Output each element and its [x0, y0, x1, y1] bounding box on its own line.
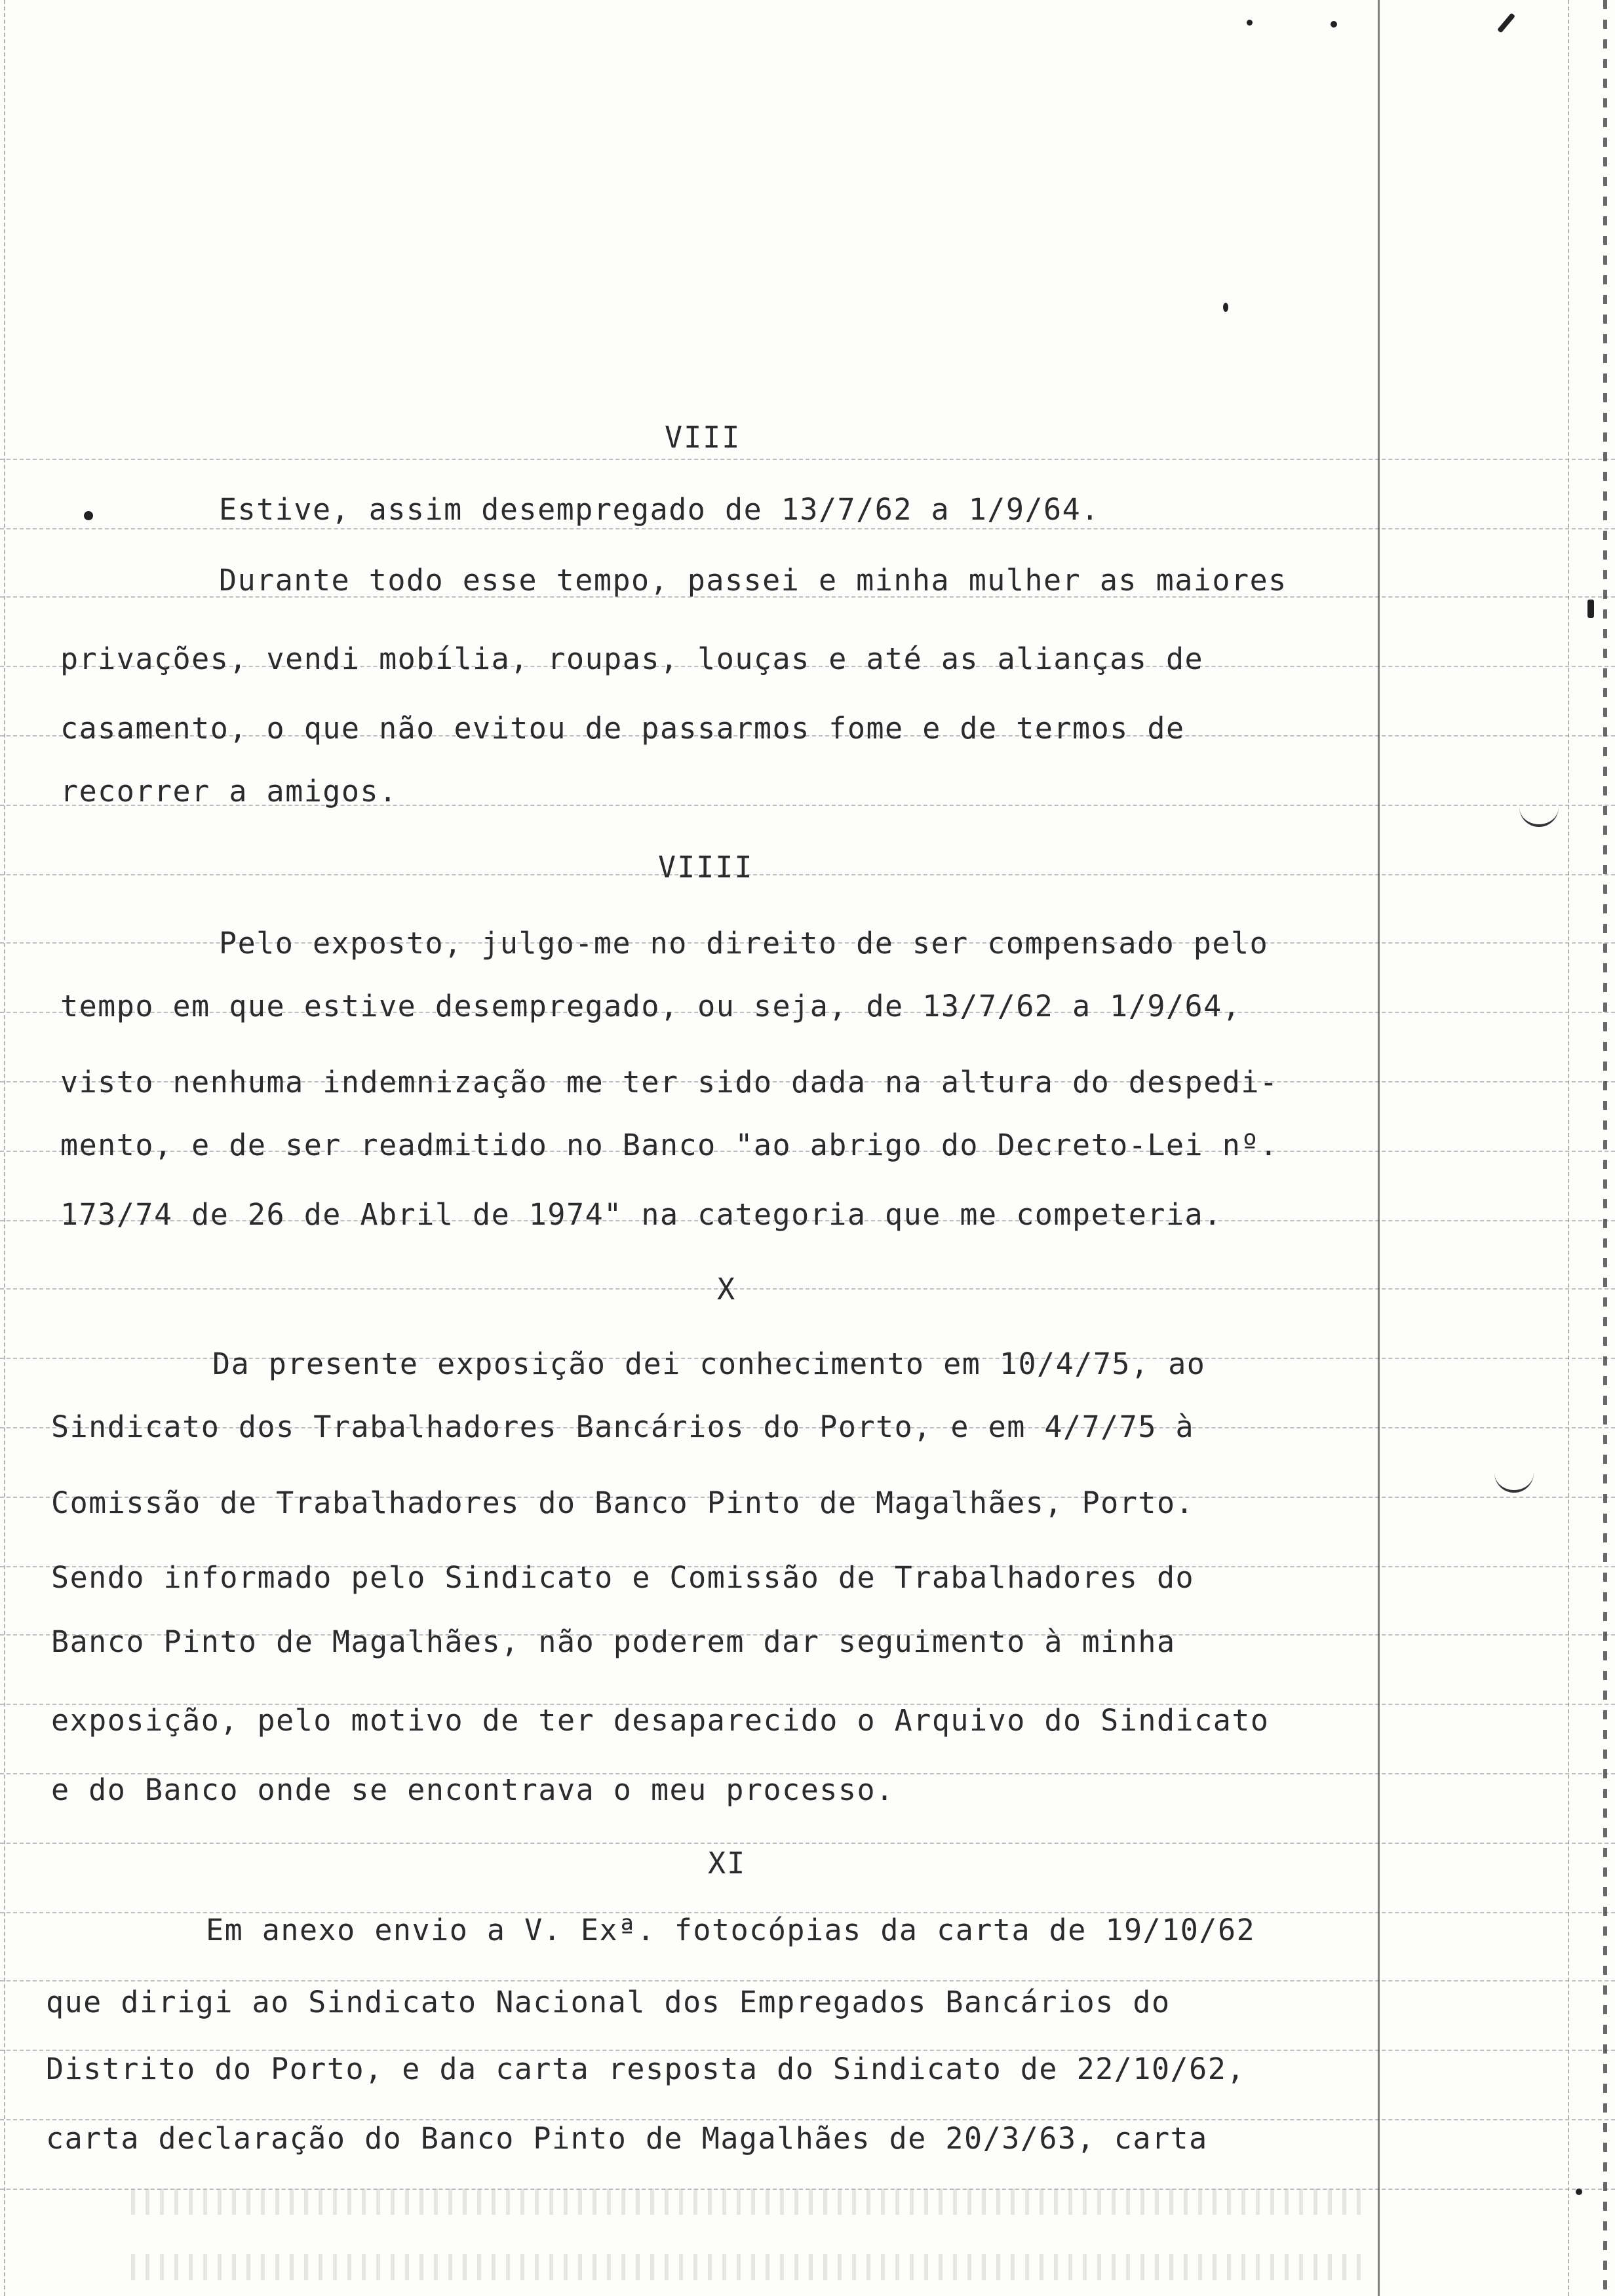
tick-mark	[1519, 805, 1559, 827]
text-line: Banco Pinto de Magalhães, não poderem dar seguimento à minha	[51, 1624, 1176, 1659]
text-line: recorrer a amigos.	[60, 774, 398, 809]
text-line: visto nenhuma indemnização me ter sido dada na altura do despedi-	[60, 1065, 1279, 1100]
tick-mark	[1494, 1470, 1534, 1493]
text-line: exposição, pelo motivo de ter desaparecido o Arquivo do Sindicato	[51, 1703, 1270, 1738]
margin-line-right	[1378, 0, 1380, 2296]
text-line: que dirigi ao Sindicato Nacional dos Empregados Bancários do	[46, 1985, 1171, 2019]
speck-mark	[1223, 303, 1228, 312]
ruled-line	[0, 1843, 1615, 1844]
text-line: mento, e de ser readmitido no Banco "ao abrigo do Decreto-Lei nº.	[60, 1128, 1279, 1162]
scan-noise	[131, 2254, 1363, 2280]
ruled-line	[0, 1980, 1615, 1981]
text-line: tempo em que estive desempregado, ou seja, de 13/7/62 a 1/9/64,	[60, 989, 1241, 1024]
section-heading-viiii: VIIII	[658, 850, 754, 885]
text-line: e do Banco onde se encontrava o meu processo.	[51, 1772, 895, 1807]
margin-line-far-right	[1568, 0, 1569, 2296]
page-edge-shadow	[1603, 0, 1607, 2296]
text-line: Em anexo envio a V. Exª. fotocópias da carta de 19/10/62	[206, 1913, 1256, 1947]
text-line: Durante todo esse tempo, passei e minha mulher as maiores	[219, 563, 1287, 598]
text-line: Sendo informado pelo Sindicato e Comissão de Trabalhadores do	[51, 1560, 1195, 1595]
text-line: Sindicato dos Trabalhadores Bancários do Porto, e em 4/7/75 à	[51, 1409, 1195, 1444]
text-line: privações, vendi mobília, roupas, louças e até as alianças de	[60, 641, 1204, 676]
section-heading-xi: XI	[708, 1846, 747, 1881]
speck-mark	[1576, 2189, 1582, 2195]
section-heading-x: X	[717, 1272, 737, 1307]
text-line: 173/74 de 26 de Abril de 1974" na categoria que me competeria.	[60, 1197, 1222, 1232]
margin-line-left	[4, 0, 5, 2296]
bullet-mark	[84, 511, 93, 520]
ruled-line	[0, 1288, 1615, 1290]
text-line: Da presente exposição dei conhecimento em 10/4/75, ao	[212, 1347, 1206, 1381]
speck-mark	[1331, 21, 1337, 28]
text-line: Distrito do Porto, e da carta resposta do Sindicato de 22/10/62,	[46, 2052, 1245, 2086]
ruled-line	[0, 459, 1615, 460]
text-line: Comissão de Trabalhadores do Banco Pinto de Magalhães, Porto.	[51, 1485, 1195, 1520]
text-line: carta declaração do Banco Pinto de Magalhães de 20/3/63, carta	[46, 2121, 1208, 2156]
speck-mark	[1247, 20, 1253, 26]
speck-mark	[1497, 12, 1515, 33]
ruled-line	[0, 874, 1615, 875]
scan-noise	[131, 2189, 1363, 2215]
text-line: Estive, assim desempregado de 13/7/62 a 1/9/64.	[219, 492, 1100, 527]
text-line: Pelo exposto, julgo-me no direito de ser compensado pelo	[219, 926, 1269, 961]
text-line: casamento, o que não evitou de passarmos fome e de termos de	[60, 711, 1185, 746]
section-heading-viii: VIII	[665, 420, 741, 455]
speck-mark	[1587, 600, 1594, 618]
ruled-line	[0, 528, 1615, 529]
